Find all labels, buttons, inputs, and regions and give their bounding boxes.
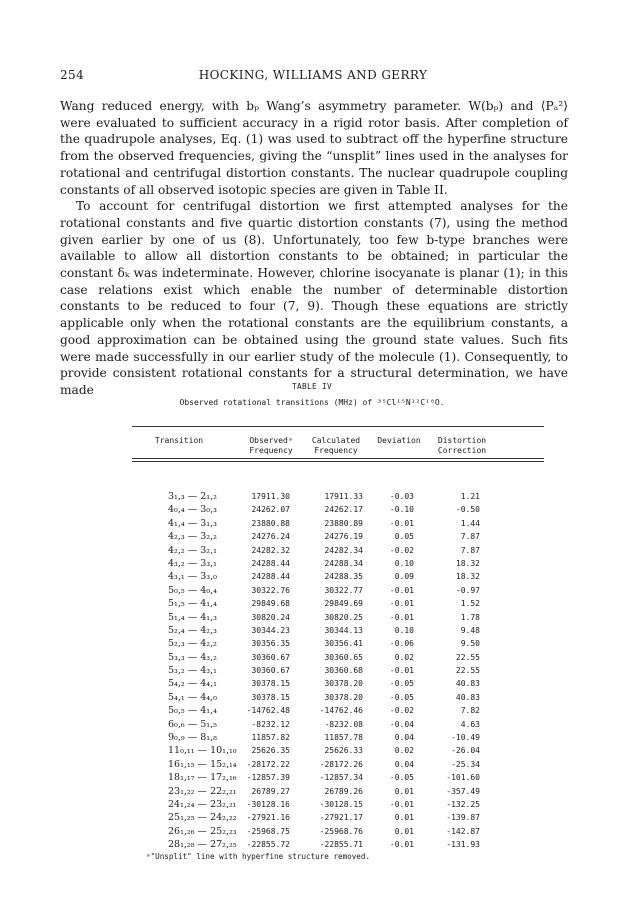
cell-deviation: -0.01 (389, 599, 414, 609)
cell-distortion: 7.87 (460, 545, 480, 555)
cell-distortion: 1.52 (460, 599, 480, 609)
cell-distortion: -132.25 (446, 799, 480, 809)
body-text (60, 98, 568, 399)
table-row (0, 693, 624, 706)
cell-distortion: 4.63 (460, 719, 480, 729)
cell-calculated: 11857.78 (324, 733, 363, 743)
cell-deviation: -0.03 (389, 492, 414, 501)
cell-calculated: -14762.46 (319, 706, 363, 716)
cell-transition: 9₀,₉ — 8₁,₈ (168, 732, 217, 744)
cell-calculated: 30344.13 (324, 625, 363, 635)
cell-calculated: 30360.68 (324, 666, 363, 676)
table-row (0, 827, 624, 840)
cell-distortion: -357.49 (446, 786, 480, 796)
cell-observed: -22855.72 (246, 840, 290, 850)
cell-observed: 24262.07 (251, 505, 290, 515)
cell-deviation: -0.02 (389, 545, 414, 555)
cell-observed: -12857.39 (246, 773, 290, 783)
cell-observed: 26789.27 (251, 786, 290, 796)
col-header-transition: Transition (154, 436, 204, 445)
table-row (0, 679, 624, 692)
cell-observed: -14762.48 (246, 706, 290, 716)
cell-observed: 30356.35 (251, 639, 290, 649)
col-header-calculated: Calculated Frequency (311, 436, 361, 455)
cell-deviation: -0.01 (389, 666, 414, 676)
cell-distortion: 7.87 (460, 532, 480, 542)
cell-deviation: 0.10 (394, 625, 414, 635)
table-top-rule (132, 426, 544, 427)
cell-deviation: 0.09 (394, 572, 414, 582)
table-footnote: ᵃ"Unsplit" line with hyperfine structure removed. (146, 852, 371, 861)
cell-transition: 18₁,₁₇ — 17₂,₁₆ (168, 772, 237, 784)
cell-deviation: -0.02 (389, 706, 414, 716)
cell-calculated: 30322.77 (324, 585, 363, 595)
cell-calculated: 30356.41 (324, 639, 363, 649)
table-row (0, 572, 624, 585)
table-row (0, 813, 624, 826)
cell-deviation: -0.04 (389, 719, 414, 729)
cell-distortion: -0.97 (455, 585, 480, 595)
cell-distortion: 40.83 (455, 692, 480, 702)
cell-deviation: -0.05 (389, 692, 414, 702)
cell-calculated: 25626.33 (324, 746, 363, 756)
cell-transition: 4₃,₂ — 3₃,₁ (168, 557, 217, 569)
cell-transition: 3₁,₃ — 2₁,₂ (168, 491, 217, 502)
table-row (0, 653, 624, 666)
running-title: HOCKING, WILLIAMS AND GERRY (198, 68, 428, 82)
cell-deviation: -0.10 (389, 505, 414, 515)
table-body (0, 492, 624, 854)
cell-calculated: 29849.69 (324, 599, 363, 609)
cell-deviation: -0.06 (389, 639, 414, 649)
table-row (0, 720, 624, 733)
cell-deviation: 0.02 (394, 746, 414, 756)
cell-transition: 23₁,₂₂ — 22₂,₂₁ (168, 785, 237, 797)
table-row (0, 599, 624, 612)
cell-deviation: 0.10 (394, 558, 414, 568)
cell-observed: 24282.32 (251, 545, 290, 555)
cell-distortion: -101.60 (446, 773, 480, 783)
table-row (0, 787, 624, 800)
cell-observed: 23880.88 (251, 518, 290, 528)
page-header (60, 68, 566, 84)
cell-observed: 30820.24 (251, 612, 290, 622)
cell-transition: 26₁,₂₆ — 25₂,₂₃ (168, 825, 237, 837)
table-header-rule (132, 458, 544, 459)
cell-transition: 5₀,₅ — 4₀,₄ (168, 584, 217, 596)
cell-transition: 4₃,₁ — 3₃,₀ (168, 571, 217, 583)
table-row (0, 492, 624, 505)
cell-calculated: 24276.19 (324, 532, 363, 542)
col-header-observed: Observedᵃ Frequency (249, 436, 293, 455)
cell-observed: 24288.44 (251, 572, 290, 582)
cell-calculated: -22855.71 (319, 840, 363, 850)
cell-deviation: 0.04 (394, 733, 414, 743)
table-row (0, 626, 624, 639)
cell-distortion: 9.50 (460, 639, 480, 649)
cell-distortion: -26.04 (451, 746, 480, 756)
cell-distortion: 9.48 (460, 625, 480, 635)
cell-deviation: 0.02 (394, 652, 414, 662)
table-row (0, 505, 624, 518)
cell-distortion: 18.32 (455, 572, 480, 582)
cell-deviation: -0.01 (389, 799, 414, 809)
cell-calculated: 30820.25 (324, 612, 363, 622)
cell-deviation: -0.05 (389, 679, 414, 689)
table-caption: Observed rotational transitions (MHz) of ³⁵Cl¹⁵N¹²C¹⁶O. (179, 398, 445, 407)
cell-observed: 25626.35 (251, 746, 290, 756)
cell-transition: 16₁,₁₅ — 15₂,₁₄ (168, 758, 237, 770)
cell-calculated: 26789.26 (324, 786, 363, 796)
cell-calculated: -25968.76 (319, 826, 363, 836)
cell-transition: 4₁,₄ — 3₁,₃ (168, 517, 217, 529)
cell-transition: 25₁,₂₅ — 24₂,₂₂ (168, 812, 237, 824)
cell-deviation: -0.01 (389, 518, 414, 528)
cell-distortion: -139.87 (446, 813, 480, 823)
cell-calculated: -12857.34 (319, 773, 363, 783)
table-row (0, 773, 624, 786)
cell-observed: -27921.16 (246, 813, 290, 823)
table-row (0, 559, 624, 572)
cell-distortion: 7.82 (460, 706, 480, 716)
cell-distortion: 1.78 (460, 612, 480, 622)
cell-observed: 30378.15 (251, 679, 290, 689)
cell-observed: 30360.67 (251, 652, 290, 662)
cell-distortion: -10.49 (451, 733, 480, 743)
data-table (0, 382, 624, 851)
table-label: TABLE IV (292, 382, 332, 391)
cell-transition: 5₃,₃ — 4₃,₂ (168, 651, 217, 663)
cell-deviation: -0.05 (389, 773, 414, 783)
cell-observed: 30344.23 (251, 625, 290, 635)
cell-transition: 5₄,₂ — 4₄,₁ (168, 678, 217, 690)
cell-distortion: -25.34 (451, 759, 480, 769)
cell-transition: 24₁,₂₄ — 23₂,₂₁ (168, 798, 237, 810)
cell-deviation: 0.05 (394, 532, 414, 542)
cell-deviation: -0.01 (389, 585, 414, 595)
cell-deviation: 0.01 (394, 813, 414, 823)
table-row (0, 746, 624, 759)
cell-deviation: -0.01 (389, 612, 414, 622)
cell-transition: 5₁,₅ — 4₁,₄ (168, 598, 217, 610)
table-row (0, 760, 624, 773)
cell-transition: 5₃,₂ — 4₃,₁ (168, 665, 217, 677)
table-row (0, 666, 624, 679)
cell-observed: 24276.24 (251, 532, 290, 542)
cell-transition: 5₁,₄ — 4₁,₃ (168, 611, 217, 623)
table-row (0, 586, 624, 599)
col-header-distortion: Distortion Correction (437, 436, 487, 455)
cell-calculated: -27921.17 (319, 813, 363, 823)
cell-calculated: 30360.65 (324, 652, 363, 662)
cell-calculated: 30378.20 (324, 679, 363, 689)
cell-calculated: 24262.17 (324, 505, 363, 515)
cell-observed: 30360.67 (251, 666, 290, 676)
cell-distortion: -142.87 (446, 826, 480, 836)
cell-observed: -30128.16 (246, 799, 290, 809)
page-number: 254 (60, 68, 85, 82)
cell-calculated: 23880.89 (324, 518, 363, 528)
cell-deviation: -0.01 (389, 840, 414, 850)
cell-transition: 4₀,₄ — 3₀,₃ (168, 504, 217, 516)
cell-observed: 24288.44 (251, 558, 290, 568)
cell-transition: 5₂,₃ — 4₂,₂ (168, 638, 217, 650)
cell-transition: 4₂,₃ — 3₂,₂ (168, 531, 217, 543)
cell-transition: 5₄,₁ — 4₄,₀ (168, 691, 217, 703)
cell-calculated: 24288.34 (324, 558, 363, 568)
cell-observed: -28172.22 (246, 759, 290, 769)
cell-observed: -8232.12 (251, 719, 290, 729)
table-row (0, 546, 624, 559)
table-row (0, 613, 624, 626)
cell-transition: 4₂,₂ — 3₂,₁ (168, 544, 217, 556)
cell-calculated: -28172.26 (319, 759, 363, 769)
cell-transition: 11₀,₁₁ — 10₁,₁₀ (168, 745, 237, 757)
paragraph: To account for centrifugal distortion we first attempted analyses for the rotational constants and five quartic distortion constants (7), using the method given earlier by one of us (8). Unfortunately, too few b-type branches were available to allow all distortion constants to be obtained; in particular the constant δₖ was indeterminate. However, chlorine isocyanate is planar (1); in this case relations exist which enable the number of determinable distortion constants to be reduced to four (7, 9). Though these equations are strictly applicable only when the rotational constants are the equilibrium constants, a good approximation can be obtained using the ground state values. Such fits were made successfully in our earlier study of the molecule (1). Consequently, to provide consistent rotational constants for a structural determination, we have made (60, 199, 568, 397)
cell-observed: 30378.15 (251, 692, 290, 702)
table-row (0, 706, 624, 719)
cell-observed: 11857.82 (251, 733, 290, 743)
cell-distortion: 1.21 (460, 492, 480, 501)
table-row (0, 733, 624, 746)
cell-calculated: 24288.35 (324, 572, 363, 582)
cell-observed: -25968.75 (246, 826, 290, 836)
cell-distortion: 18.32 (455, 558, 480, 568)
table-row (0, 519, 624, 532)
cell-distortion: -131.93 (446, 840, 480, 850)
table-row (0, 532, 624, 545)
cell-calculated: -8232.08 (324, 719, 363, 729)
cell-transition: 28₁,₂₈ — 27₂,₂₅ (168, 839, 237, 851)
cell-transition: 6₀,₆ — 5₁,₅ (168, 718, 217, 730)
cell-calculated: -30128.15 (319, 799, 363, 809)
table-row (0, 639, 624, 652)
paragraph: Wang reduced energy, with bₚ Wang’s asymmetry parameter. W(bₚ) and ⟨Pₐ²⟩ were evaluated to sufficient accuracy in a rigid rotor basis. After completion of the quadrupole analyses, Eq. (1) was used to subtract off the hyperfine structure from the observed frequencies, giving the “unsplit” lines used in the analyses for rotational and centrifugal distortion constants. The nuclear quadrupole coupling constants of all observed isotopic species are given in Table II. (60, 99, 568, 197)
cell-distortion: 1.44 (460, 518, 480, 528)
cell-deviation: 0.04 (394, 759, 414, 769)
table-row (0, 800, 624, 813)
cell-calculated: 17911.33 (324, 492, 363, 501)
cell-transition: 5₂,₄ — 4₂,₃ (168, 624, 217, 636)
cell-deviation: 0.01 (394, 786, 414, 796)
cell-observed: 30322.76 (251, 585, 290, 595)
cell-observed: 17911.30 (251, 492, 290, 501)
cell-calculated: 24282.34 (324, 545, 363, 555)
table-header-rule-2 (132, 461, 544, 462)
cell-observed: 29849.68 (251, 599, 290, 609)
cell-distortion: 22.55 (455, 666, 480, 676)
cell-deviation: 0.01 (394, 826, 414, 836)
cell-transition: 5₀,₅ — 4₁,₄ (168, 705, 217, 717)
cell-calculated: 30378.20 (324, 692, 363, 702)
cell-distortion: 22.55 (455, 652, 480, 662)
cell-distortion: -0.50 (455, 505, 480, 515)
cell-distortion: 40.83 (455, 679, 480, 689)
col-header-deviation: Deviation (377, 436, 421, 445)
